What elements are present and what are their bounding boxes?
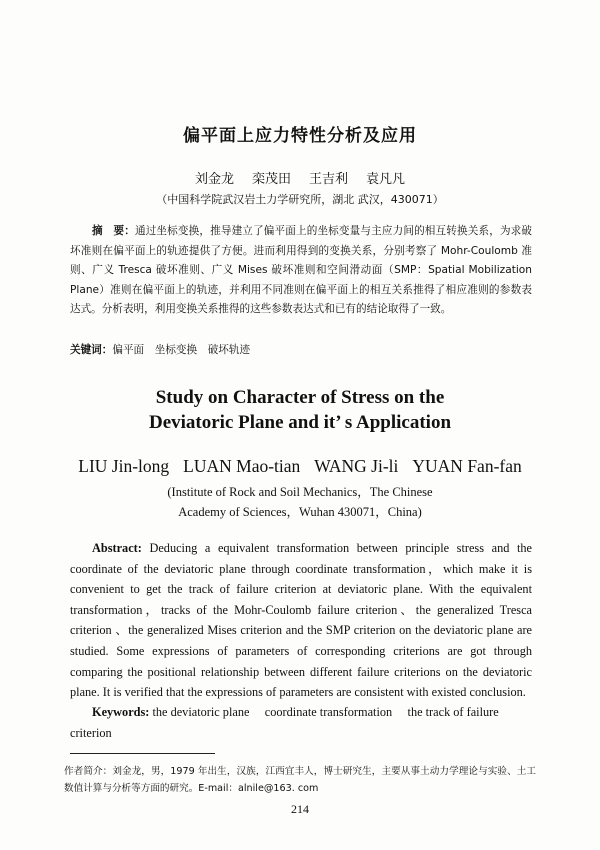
footnote-divider [70, 753, 215, 754]
english-affiliation [0, 482, 600, 522]
author-en-4: YUAN Fan-fan [412, 456, 522, 476]
author-cn-4: 袁凡凡 [366, 172, 406, 187]
chinese-abstract-label: 摘 要： [92, 225, 135, 237]
chinese-affiliation: （中国科学院武汉岩土力学研究所，湖北 武汉，430071） [156, 193, 444, 206]
english-affiliation-line-1: (Institute of Rock and Soil Mechanics，The Chinese [167, 485, 433, 499]
chinese-title: 偏平面上应力特性分析及应用 [183, 126, 417, 146]
english-abstract-label: Abstract: [92, 541, 142, 555]
author-en-2: LUAN Mao-tian [183, 456, 301, 476]
english-title-line-1: Study on Character of Stress on the [155, 387, 445, 408]
english-title-line-2: Deviatoric Plane and it’ s Application [148, 412, 452, 433]
english-title [0, 385, 600, 435]
author-cn-3: 王吉利 [309, 172, 349, 187]
chinese-keywords-text: 偏平面 坐标变换 破坏轨迹 [112, 344, 251, 356]
author-en-1: LIU Jin-long [78, 456, 170, 476]
english-keywords [70, 702, 532, 743]
chinese-keywords-label: 关键词： [70, 344, 113, 356]
english-abstract-text: Deducing a equivalent transformation between principle stress and the coordinate of the deviatoric plane through coordinate transformation，which make it is convenient to get the track of failure criterion at deviatoric plane. With the equivalent transformation，tracks of the Mohr-Coulomb failure criterion、the generalized Tresca criterion 、the generalized Mises criterion and the SMP criterion on the deviatoric plane are studied. Some expressions of parameters of corresponding criterions are got through comparing the positional relationship between different failure criterions on the deviatoric plane. It is verified that the expressions of parameters are consistent with existed conclusion. [70, 541, 532, 700]
author-cn-1: 刘金龙 [194, 172, 234, 187]
english-affiliation-line-2: Academy of Sciences，Wuhan 430071，China) [178, 505, 422, 519]
chinese-abstract-text: 通过坐标变换，推导建立了偏平面上的坐标变量与主应力间的相互转换关系，为求破坏准则在偏平面上的轨迹提供了方便。进而利用得到的变换关系，分别考察了 Mohr-Coulomb 准则、广义 Tresca 破坏准则、广义 Mises 破坏准则和空间滑动面（SMP：Spatial Mobilization Plane）准则在偏平面上的轨迹，并利用不同准则在偏平面上的相互关系推得了相应准则的参数表达式。分析表明，利用变换关系推得的这些参数表达式和已有的结论取得了一致。 [70, 225, 533, 315]
english-abstract [70, 538, 532, 703]
english-keywords-text: the deviatoric plane coordinate transformation the track of failure criterion [70, 705, 499, 740]
chinese-authors [0, 168, 600, 187]
author-cn-2: 栾茂田 [251, 172, 291, 187]
english-keywords-label: Keywords: [92, 705, 150, 719]
author-en-3: WANG Ji-li [314, 456, 399, 476]
author-footnote: 作者简介：刘金龙，男，1979 年出生，汉族，江西宜丰人，博士研究生，主要从事土动力学理论与实验、土工数值计算与分析等方面的研究。E-mail：alnile@163. com [64, 766, 536, 794]
english-authors [0, 456, 600, 477]
page-number: 214 [291, 802, 309, 816]
chinese-abstract [70, 222, 532, 320]
chinese-keywords [70, 342, 532, 357]
